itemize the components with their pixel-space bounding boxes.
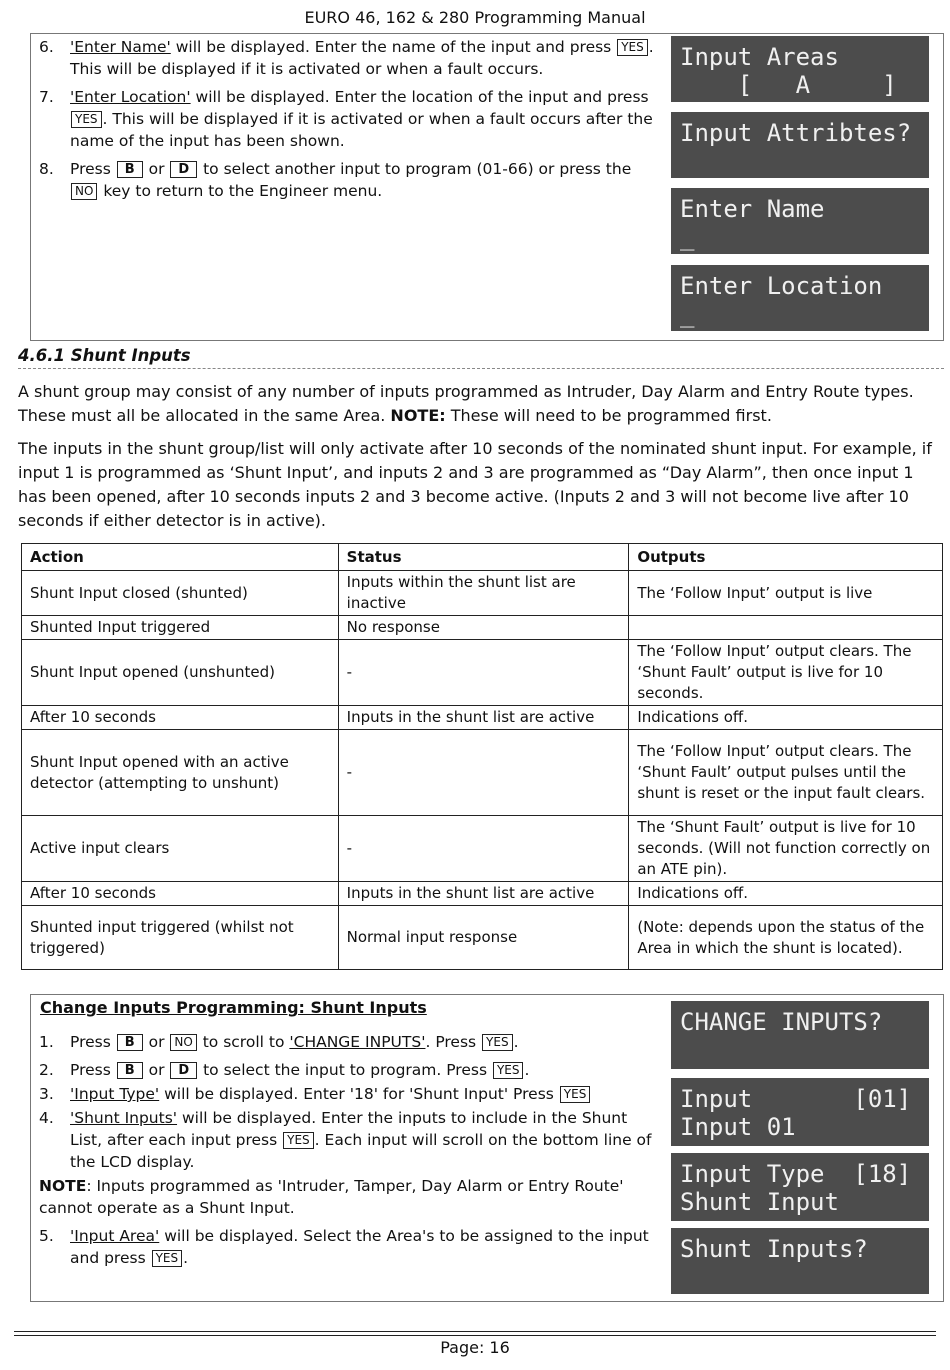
lcd-line-1: Input Type [18] <box>680 1160 912 1188</box>
no-key: NO <box>71 183 97 200</box>
yes-key: YES <box>152 1250 183 1267</box>
column-header-outputs: Outputs <box>629 544 943 571</box>
no-key: NO <box>170 1034 196 1051</box>
input-area-link: 'Input Area' <box>70 1227 160 1245</box>
cell <box>629 616 943 640</box>
step-text: . <box>183 1249 189 1267</box>
cell: After 10 seconds <box>22 882 339 906</box>
step-6 <box>39 36 654 80</box>
lcd-line-1: Input [01] <box>680 1085 912 1113</box>
lcd-enter-name <box>671 188 929 254</box>
table-row <box>22 616 943 640</box>
step-text: or <box>143 1033 170 1051</box>
cell: Indications off. <box>629 882 943 906</box>
step-text: will be displayed. Enter the inputs to include in the Shunt List, after each input press <box>70 1109 628 1149</box>
enter-location-link: 'Enter Location' <box>70 88 191 106</box>
lcd-line-1: Input Attribtes? <box>680 119 912 147</box>
yes-key: YES <box>283 1132 314 1149</box>
step-number: 7. <box>39 88 54 106</box>
cell: The ‘Follow Input’ output clears. The ‘Shunt Fault’ output is live for 10 seconds. <box>629 640 943 706</box>
table-row <box>22 706 943 730</box>
steps-list <box>39 36 654 208</box>
step-text: . Each input will scroll on the bottom line of the LCD display. <box>70 1131 652 1171</box>
table-row <box>22 906 943 970</box>
step-2 <box>39 1059 654 1081</box>
step-text: . <box>513 1033 519 1051</box>
yes-key: YES <box>493 1062 524 1079</box>
lcd-line-2: _ <box>680 300 695 328</box>
table-row <box>22 640 943 706</box>
lcd-input-areas <box>671 36 929 102</box>
lcd-line-2: Input 01 <box>680 1113 796 1141</box>
cell: The ‘Follow Input’ output clears. The ‘Shunt Fault’ output pulses until the shunt is reset or the input fault clears. <box>629 730 943 816</box>
lcd-enter-location <box>671 265 929 331</box>
step-text: key to return to the Engineer menu. <box>98 182 383 200</box>
step-7 <box>39 86 654 152</box>
cell: Inputs in the shunt list are active <box>338 706 629 730</box>
section-divider <box>18 368 944 369</box>
cell: The ‘Shunt Fault’ output is live for 10 seconds. (Will not function correctly on an ATE pin). <box>629 816 943 882</box>
table-row <box>22 571 943 616</box>
cell: - <box>338 640 629 706</box>
b-key: B <box>117 161 143 178</box>
step-text: . <box>524 1061 530 1079</box>
cell: - <box>338 816 629 882</box>
table-row <box>22 882 943 906</box>
cell: Shunted input triggered (whilst not triggered) <box>22 906 339 970</box>
page-number: Page: 16 <box>440 1338 510 1357</box>
step-text: . This will be displayed if it is activated or when a fault occurs after the name of the input has been shown. <box>70 110 653 150</box>
b-key: B <box>117 1034 143 1051</box>
cell: Shunt Input closed (shunted) <box>22 571 339 616</box>
step-text: Press <box>70 160 116 178</box>
yes-key: YES <box>71 111 102 128</box>
input-type-link: 'Input Type' <box>70 1085 160 1103</box>
yes-key: YES <box>482 1034 513 1051</box>
step-number: 8. <box>39 160 54 178</box>
step-4 <box>39 1107 654 1173</box>
cell: Inputs in the shunt list are active <box>338 882 629 906</box>
cell: Inputs within the shunt list are inactive <box>338 571 629 616</box>
lcd-line-1: Input Areas <box>680 43 839 71</box>
cell: Shunt Input opened with an active detector (attempting to unshunt) <box>22 730 339 816</box>
step-number: 2. <box>39 1061 54 1079</box>
lcd-input-attributes <box>671 112 929 178</box>
paragraph-1 <box>18 380 938 428</box>
footer-divider <box>14 1335 936 1336</box>
cell: Shunt Input opened (unshunted) <box>22 640 339 706</box>
cell: Active input clears <box>22 816 339 882</box>
paragraph-text: These will need to be programmed first. <box>445 406 772 425</box>
page-header: EURO 46, 162 & 280 Programming Manual <box>304 8 646 27</box>
lcd-line-2: Shunt Input <box>680 1188 839 1216</box>
note <box>39 1175 654 1219</box>
shunt-inputs-link: 'Shunt Inputs' <box>70 1109 178 1127</box>
step-text: or <box>143 160 170 178</box>
table-row <box>22 730 943 816</box>
cell: (Note: depends upon the status of the Area in which the shunt is located). <box>629 906 943 970</box>
column-header-action: Action <box>22 544 339 571</box>
d-key: D <box>170 161 197 178</box>
step-text: Press <box>70 1061 116 1079</box>
step-number: 5. <box>39 1227 54 1245</box>
lcd-line-1: Enter Name <box>680 195 825 223</box>
yes-key: YES <box>617 39 648 56</box>
step-1 <box>39 1031 654 1053</box>
note-text: : Inputs programmed as 'Intruder, Tamper, Day Alarm or Entry Route' cannot operate as a Shunt Input. <box>39 1177 624 1217</box>
step-number: 3. <box>39 1085 54 1103</box>
enter-name-link: 'Enter Name' <box>70 38 171 56</box>
steps-list <box>39 1031 654 1275</box>
step-8 <box>39 158 654 202</box>
lcd-input-type <box>671 1153 929 1221</box>
lcd-line-2: _ <box>680 223 695 251</box>
note-label: NOTE: <box>390 406 446 425</box>
paragraph-2: The inputs in the shunt group/list will only activate after 10 seconds of the nominated shunt input. For example, if input 1 is programmed as ‘Shunt Input’, and inputs 2 and 3 are programmed as “Day Alarm”, then once input 1 has been opened, after 10 seconds inputs 2 and 3 become active. (Inputs 2 and 3 will not become live after 10 seconds if either detector is in active). <box>18 439 932 530</box>
cell: The ‘Follow Input’ output is live <box>629 571 943 616</box>
step-text: will be displayed. Enter '18' for 'Shunt Input' Press <box>159 1085 559 1103</box>
step-3 <box>39 1083 654 1105</box>
cell: Shunted Input triggered <box>22 616 339 640</box>
step-text: Press <box>70 1033 116 1051</box>
paragraph-text: A shunt group may consist of any number of inputs programmed as Intruder, Day Alarm and Entry Route types. These must all be allocated in the same Area. <box>18 382 914 425</box>
step-text: to select another input to program (01-66) or press the <box>198 160 632 178</box>
yes-key: YES <box>560 1086 591 1103</box>
step-text: . This will be displayed if it is activated or when a fault occurs. <box>70 38 654 78</box>
step-text: to select the input to program. Press <box>198 1061 492 1079</box>
cell: No response <box>338 616 629 640</box>
box-title: Change Inputs Programming: Shunt Inputs <box>40 998 427 1017</box>
step-text: or <box>143 1061 170 1079</box>
step-number: 4. <box>39 1109 54 1127</box>
shunt-table <box>21 543 943 970</box>
step-text: will be displayed. Select the Area's to be assigned to the input and press <box>70 1227 649 1267</box>
section-title: 4.6.1 Shunt Inputs <box>18 346 191 365</box>
d-key: D <box>170 1062 197 1079</box>
note-label: NOTE <box>39 1177 87 1195</box>
cell: After 10 seconds <box>22 706 339 730</box>
cell: - <box>338 730 629 816</box>
b-key: B <box>117 1062 143 1079</box>
footer-divider <box>14 1331 936 1332</box>
cell: Indications off. <box>629 706 943 730</box>
step-text: will be displayed. Enter the name of the input and press <box>170 38 617 56</box>
cell: Normal input response <box>338 906 629 970</box>
lcd-line-2: [ A ] <box>680 71 897 99</box>
step-number: 6. <box>39 38 54 56</box>
lcd-change-inputs <box>671 1001 929 1069</box>
step-text: to scroll to <box>197 1033 290 1051</box>
lcd-shunt-inputs <box>671 1228 929 1294</box>
lcd-input-number <box>671 1078 929 1146</box>
table-header-row <box>22 544 943 571</box>
lcd-line-1: Shunt Inputs? <box>680 1235 868 1263</box>
step-number: 1. <box>39 1033 54 1051</box>
table-row <box>22 816 943 882</box>
change-inputs-link: 'CHANGE INPUTS' <box>289 1033 426 1051</box>
lcd-line-1: Enter Location <box>680 272 883 300</box>
column-header-status: Status <box>338 544 629 571</box>
step-5 <box>39 1225 654 1269</box>
lcd-line-1: CHANGE INPUTS? <box>680 1008 883 1036</box>
step-text: . Press <box>425 1033 482 1051</box>
step-text: will be displayed. Enter the location of the input and press <box>190 88 649 106</box>
